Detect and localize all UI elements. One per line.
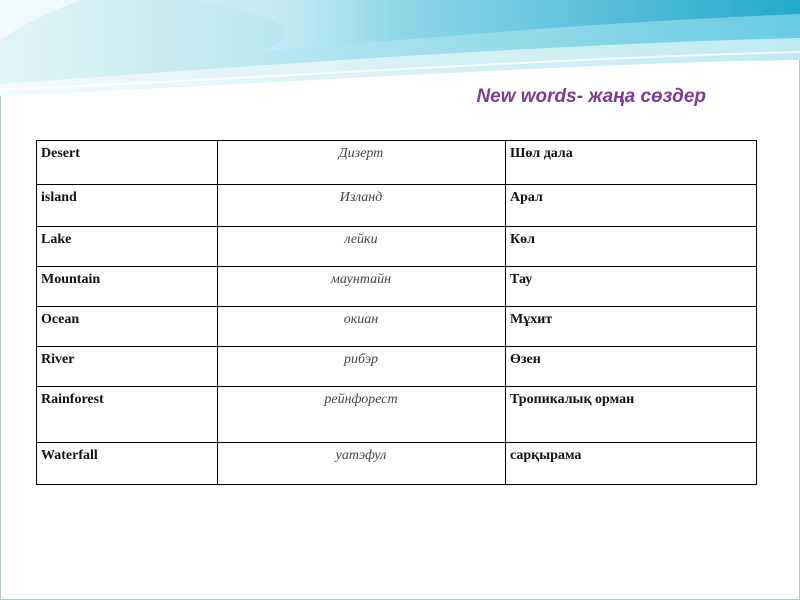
pronunciation-cell: маунтайн bbox=[218, 267, 506, 307]
pronunciation-cell: окиан bbox=[218, 307, 506, 347]
table-row bbox=[37, 267, 757, 307]
slide-title: New words- жаңа сөздер bbox=[476, 86, 706, 107]
table-row bbox=[37, 443, 757, 485]
english-word-cell: River bbox=[37, 347, 218, 387]
english-word-cell: Mountain bbox=[37, 267, 218, 307]
table-row bbox=[37, 387, 757, 443]
table-row bbox=[37, 141, 757, 185]
table-row bbox=[37, 185, 757, 227]
table-row bbox=[37, 347, 757, 387]
pronunciation-cell: Изланд bbox=[218, 185, 506, 227]
kazakh-translation-cell: Өзен bbox=[506, 347, 757, 387]
english-word-cell: Waterfall bbox=[37, 443, 218, 485]
english-word-cell: Lake bbox=[37, 227, 218, 267]
table-row bbox=[37, 227, 757, 267]
english-word-cell: island bbox=[37, 185, 218, 227]
pronunciation-cell: рибэр bbox=[218, 347, 506, 387]
kazakh-translation-cell: Арал bbox=[506, 185, 757, 227]
kazakh-translation-cell: Тропикалық орман bbox=[506, 387, 757, 443]
table-row bbox=[37, 307, 757, 347]
kazakh-translation-cell: Көл bbox=[506, 227, 757, 267]
english-word-cell: Ocean bbox=[37, 307, 218, 347]
pronunciation-cell: Дизерт bbox=[218, 141, 506, 185]
kazakh-translation-cell: Шөл дала bbox=[506, 141, 757, 185]
kazakh-translation-cell: сарқырама bbox=[506, 443, 757, 485]
english-word-cell: Rainforest bbox=[37, 387, 218, 443]
pronunciation-cell: лейки bbox=[218, 227, 506, 267]
pronunciation-cell: уатэфул bbox=[218, 443, 506, 485]
header-wave-decoration bbox=[0, 0, 800, 100]
vocabulary-table bbox=[36, 140, 757, 485]
kazakh-translation-cell: Тау bbox=[506, 267, 757, 307]
kazakh-translation-cell: Мұхит bbox=[506, 307, 757, 347]
english-word-cell: Desert bbox=[37, 141, 218, 185]
pronunciation-cell: рейнфорест bbox=[218, 387, 506, 443]
